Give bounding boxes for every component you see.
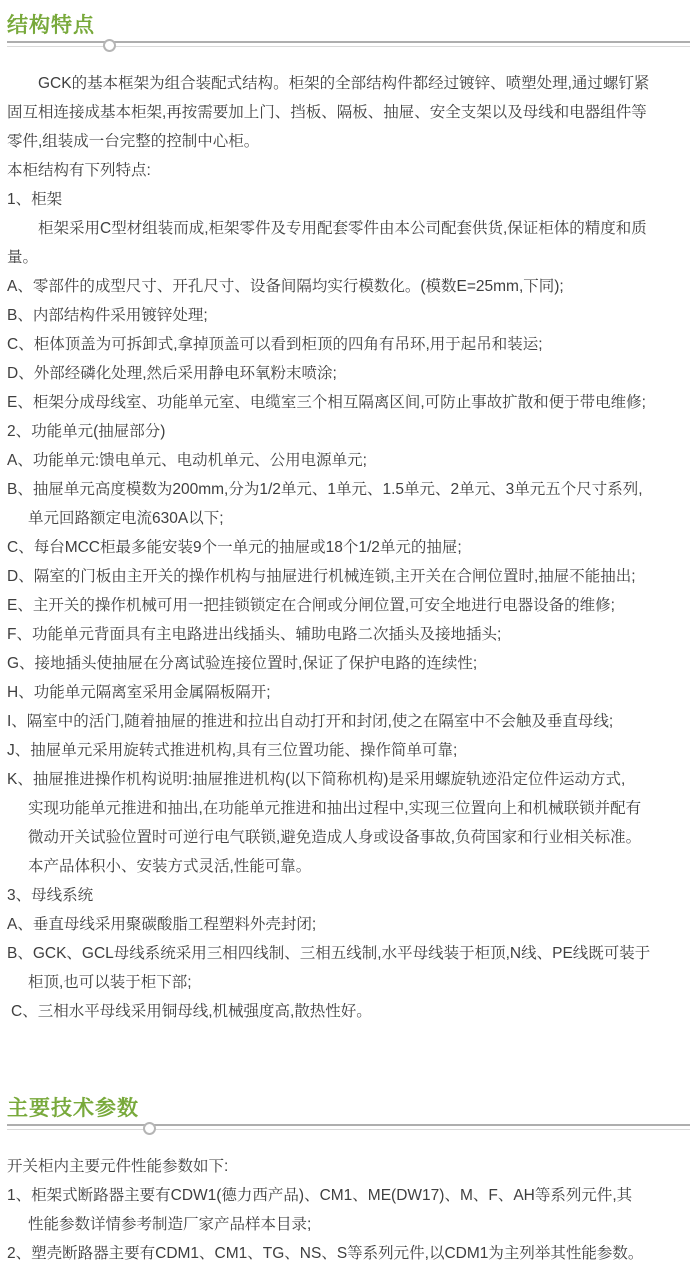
text-line: H、功能单元隔离室采用金属隔板隔开; bbox=[7, 684, 271, 701]
text-line: A、垂直母线采用聚碳酸脂工程塑料外壳封闭; bbox=[7, 916, 317, 933]
text-line: K、抽屉推进操作机构说明:抽屉推进机构(以下简称机构)是采用螺旋轨迹沿定位件运动方式, bbox=[7, 771, 626, 788]
text-line: 2、塑壳断路器主要有CDM1、CM1、TG、NS、S等系列元件,以CDM1为主列举其性能参数。 bbox=[7, 1245, 644, 1262]
text-line: 3、母线系统 bbox=[7, 887, 94, 904]
text-line: B、抽屉单元高度模数为200mm,分为1/2单元、1单元、1.5单元、2单元、3单元五个尺寸系列, bbox=[7, 481, 643, 498]
divider-ring-icon bbox=[143, 1122, 156, 1135]
text-line: 零件,组装成一台完整的控制中心柜。 bbox=[7, 133, 260, 150]
section-divider bbox=[7, 1124, 690, 1130]
text-line: 1、柜架 bbox=[7, 191, 63, 208]
text-line: C、每台MCC柜最多能安装9个一单元的抽屉或18个1/2单元的抽屉; bbox=[7, 539, 462, 556]
text-line: B、内部结构件采用镀锌处理; bbox=[7, 307, 208, 324]
divider-ring-icon bbox=[103, 39, 116, 52]
text-line: B、GCK、GCL母线系统采用三相四线制、三相五线制,水平母线装于柜顶,N线、PE线既可装于 bbox=[7, 945, 651, 962]
text-line: D、外部经磷化处理,然后采用静电环氧粉末喷涂; bbox=[7, 365, 337, 382]
text-line: 性能参数详情参考制造厂家产品样本目录; bbox=[28, 1216, 312, 1233]
text-line: E、主开关的操作机械可用一把挂锁锁定在合闸或分闸位置,可安全地进行电器设备的维修; bbox=[7, 597, 615, 614]
text-line: GCK的基本框架为组合装配式结构。柜架的全部结构件都经过镀锌、喷塑处理,通过螺钉紧 bbox=[38, 75, 650, 92]
section-body-technical-parameters bbox=[7, 1152, 690, 1268]
text-line: E、柜架分成母线室、功能单元室、电缆室三个相互隔离区间,可防止事故扩散和便于带电维修; bbox=[7, 394, 646, 411]
text-line: F、功能单元背面具有主电路进出线插头、辅助电路二次插头及接地插头; bbox=[7, 626, 502, 643]
section-divider bbox=[7, 41, 690, 47]
text-line: J、抽屉单元采用旋转式推进机构,具有三位置功能、操作简单可靠; bbox=[7, 742, 458, 759]
text-line: 量。 bbox=[7, 249, 39, 266]
text-line: 微动开关试验位置时可逆行电气联锁,避免造成人身或设备事故,负荷国家和行业相关标准。 bbox=[28, 829, 642, 846]
text-line: 单元回路额定电流630A以下; bbox=[28, 510, 224, 527]
text-line: G、接地插头使抽屉在分离试验连接位置时,保证了保护电路的连续性; bbox=[7, 655, 478, 672]
text-line: C、三相水平母线采用铜母线,机械强度高,散热性好。 bbox=[11, 1003, 372, 1020]
text-line: A、功能单元:馈电单元、电动机单元、公用电源单元; bbox=[7, 452, 367, 469]
text-line: 柜顶,也可以装于柜下部; bbox=[28, 974, 192, 991]
text-line: 实现功能单元推进和抽出,在功能单元推进和抽出过程中,实现三位置向上和机械联锁并配有 bbox=[28, 800, 642, 817]
text-line: D、隔室的门板由主开关的操作机构与抽屉进行机械连锁,主开关在合闸位置时,抽屉不能抽出; bbox=[7, 568, 636, 585]
text-line: 柜架采用C型材组装而成,柜架零件及专用配套零件由本公司配套供货,保证柜体的精度和质 bbox=[38, 220, 647, 237]
text-line: 1、柜架式断路器主要有CDW1(德力西产品)、CM1、ME(DW17)、M、F、AH等系列元件,其 bbox=[7, 1187, 633, 1204]
text-line: 本柜结构有下列特点: bbox=[7, 162, 151, 179]
text-line: I、隔室中的活门,随着抽屉的推进和拉出自动打开和封闭,使之在隔室中不会触及垂直母线; bbox=[7, 713, 614, 730]
section-title-technical-parameters: 主要技术参数 bbox=[7, 1097, 139, 1120]
text-line: 2、功能单元(抽屉部分) bbox=[7, 423, 166, 440]
section-technical-parameters bbox=[7, 1095, 690, 1268]
text-line: 固互相连接成基本柜架,再按需要加上门、挡板、隔板、抽屉、安全支架以及母线和电器组件等 bbox=[7, 104, 647, 121]
section-structure-features bbox=[7, 12, 690, 1026]
section-title-structure-features: 结构特点 bbox=[7, 14, 95, 37]
text-line: 本产品体积小、安装方式灵活,性能可靠。 bbox=[28, 858, 312, 875]
section-body-structure-features bbox=[7, 69, 690, 1026]
text-line: C、柜体顶盖为可拆卸式,拿掉顶盖可以看到柜顶的四角有吊环,用于起吊和装运; bbox=[7, 336, 543, 353]
text-line: A、零部件的成型尺寸、开孔尺寸、设备间隔均实行模数化。(模数E=25mm,下同); bbox=[7, 278, 564, 295]
text-line: 开关柜内主要元件性能参数如下: bbox=[7, 1158, 229, 1175]
